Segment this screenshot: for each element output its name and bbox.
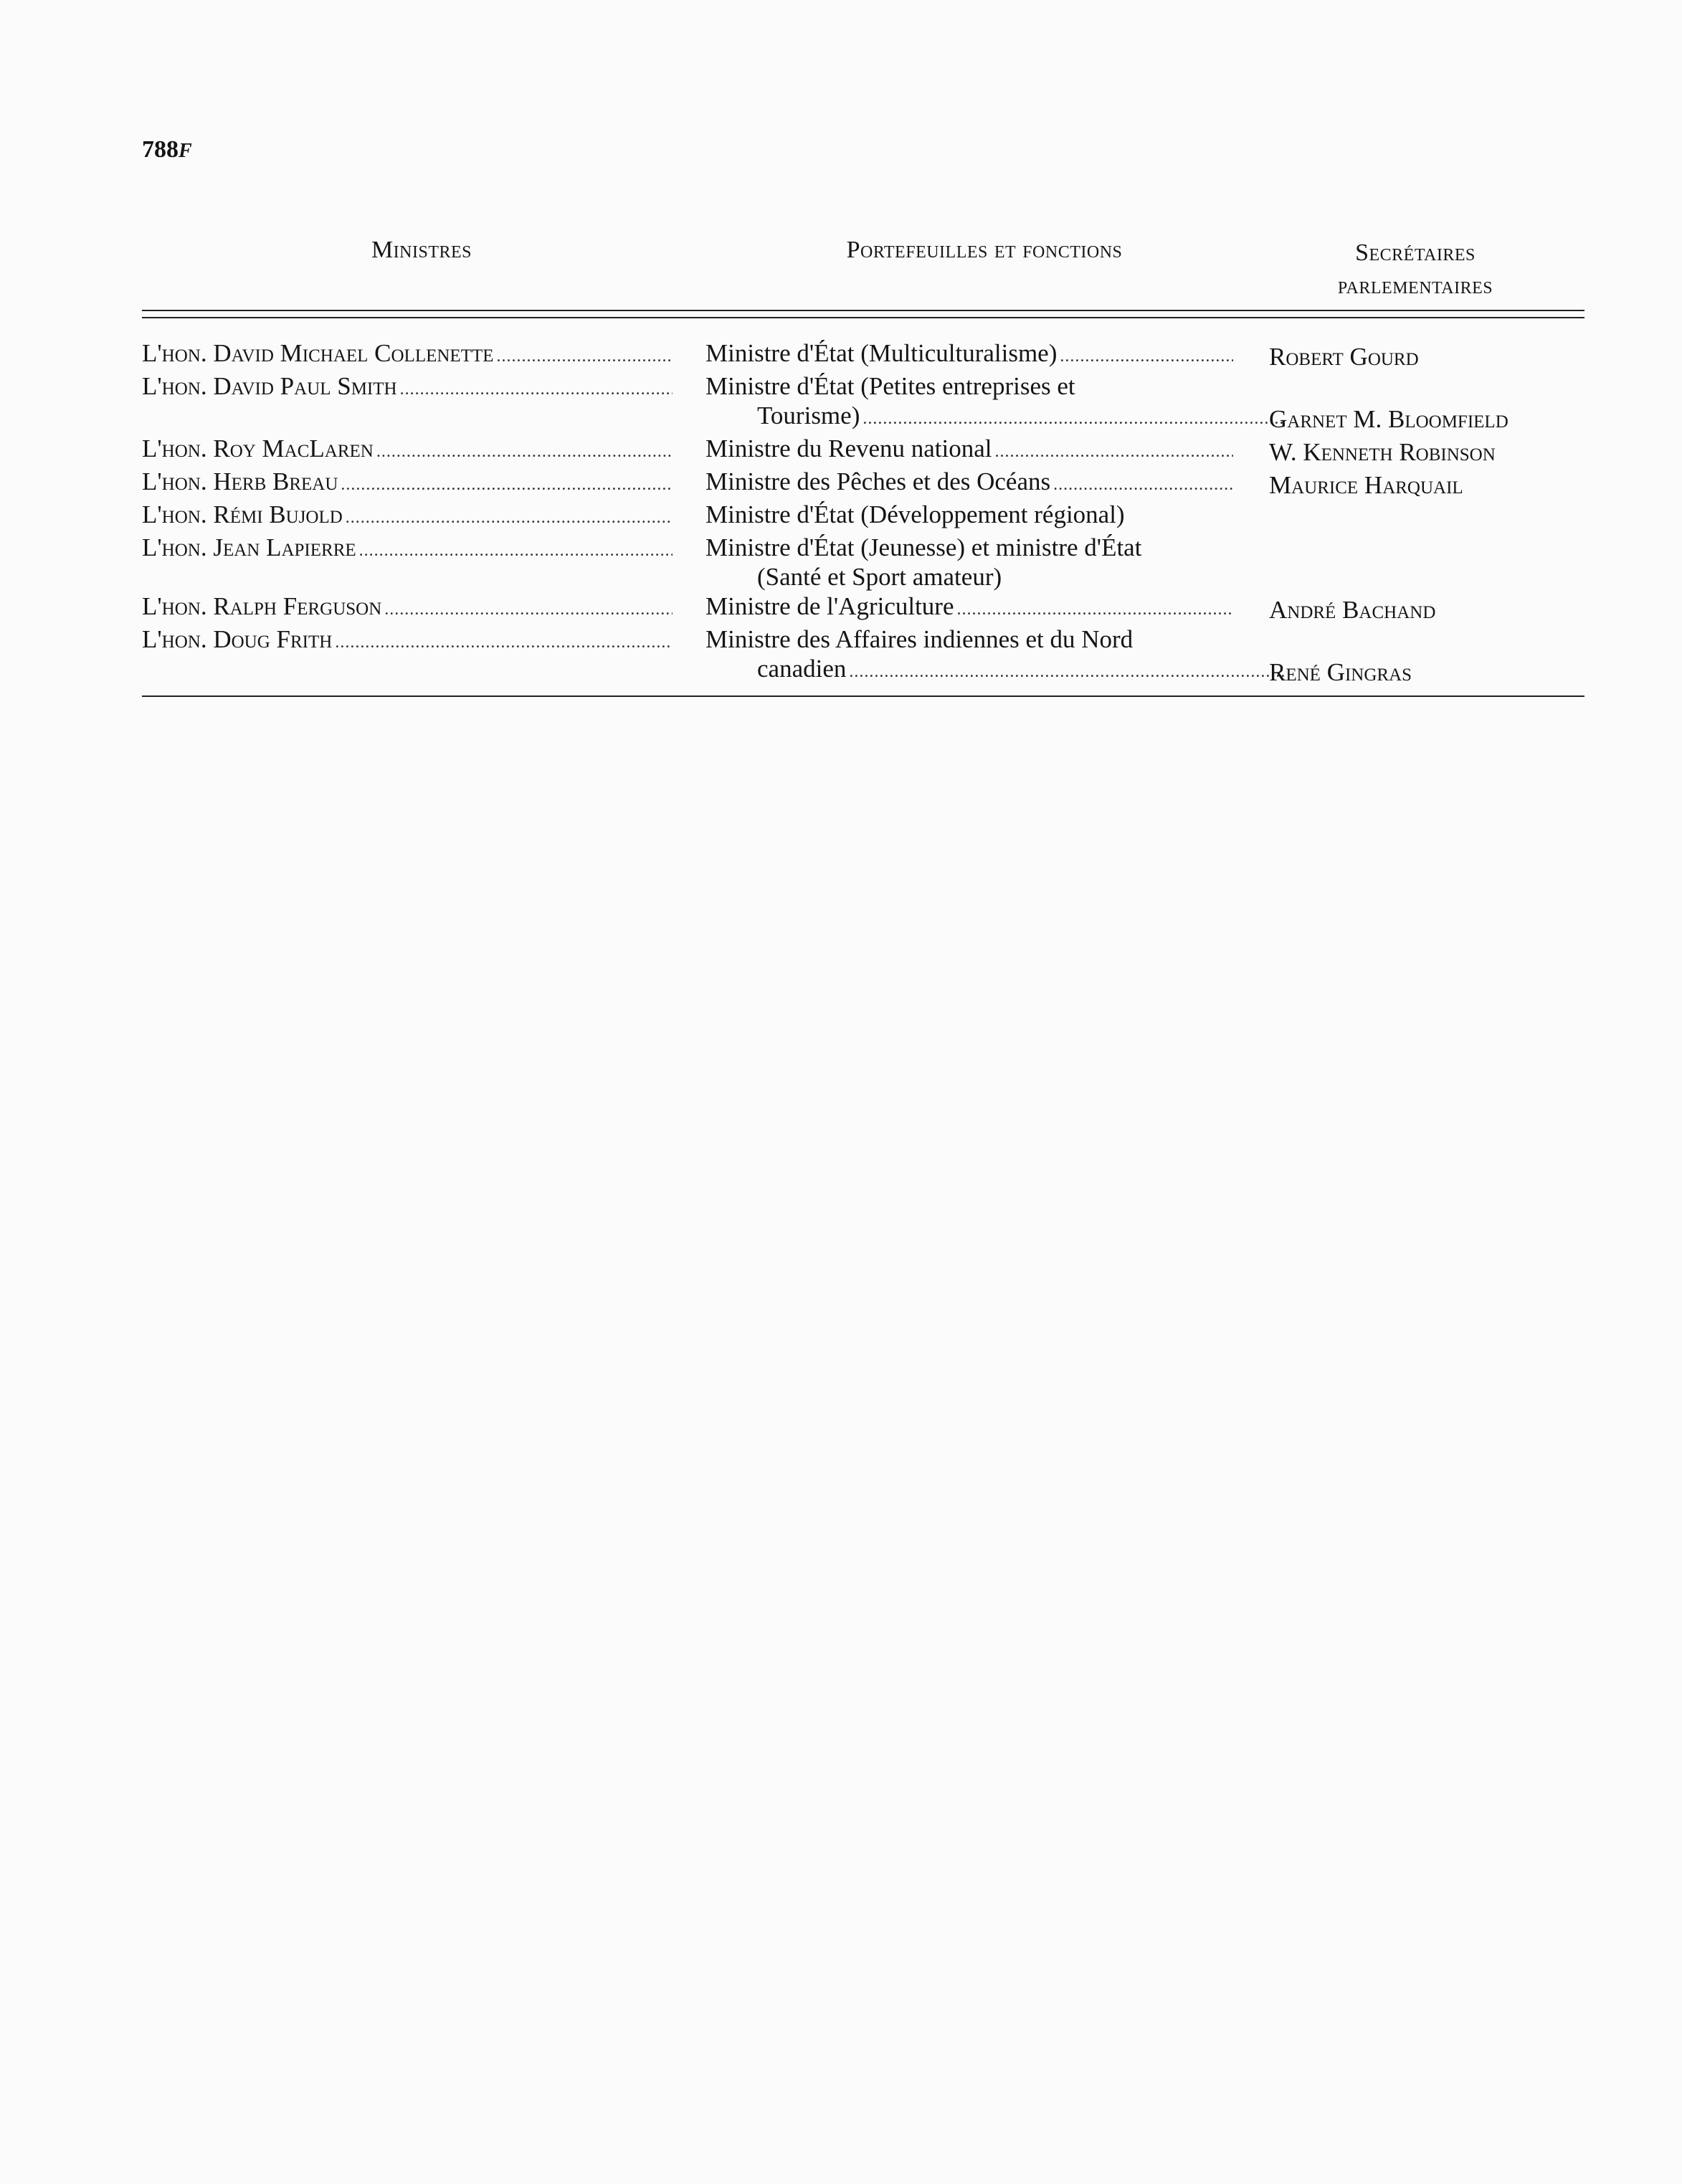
portfolio-text: Ministre d'État (Jeunesse) et ministre d'État [705, 533, 1142, 561]
minister-cell [142, 592, 673, 625]
portfolio-text: Ministre des Pêches et des Océans [705, 467, 1051, 495]
minister-line [142, 625, 673, 657]
table-row [142, 533, 1584, 592]
secretary-cell [1269, 592, 1584, 625]
leader-dots [1053, 470, 1233, 500]
minister-name: L'hon. Rémi Bujold [142, 500, 343, 528]
leader-dots [995, 437, 1233, 467]
portfolio-line [705, 434, 1233, 467]
minister-name: L'hon. Herb Breau [142, 467, 338, 495]
minister-cell [142, 500, 673, 533]
minister-cell [142, 625, 673, 687]
portfolio-cell [705, 625, 1233, 687]
secretary-cell [1269, 467, 1584, 500]
leader-dots [341, 470, 673, 500]
minister-cell [142, 434, 673, 467]
minister-line [142, 371, 673, 404]
secretary-name: Garnet M. Bloomfield [1269, 405, 1508, 433]
header-secretaries-line2: parlementaires [1337, 272, 1493, 299]
secretary-name: W. Kenneth Robinson [1269, 438, 1496, 466]
leader-dots [1060, 342, 1233, 371]
portfolio-cell [705, 500, 1233, 533]
header-secretaries-line1: Secrétaires [1355, 239, 1476, 266]
minister-cell [142, 467, 673, 500]
portfolio-cell [705, 533, 1233, 592]
portfolio-cell [705, 338, 1233, 371]
leader-dots [849, 657, 1285, 687]
portfolio-cell [705, 467, 1233, 500]
portfolio-text: (Santé et Sport amateur) [757, 563, 1002, 591]
minister-line [142, 500, 673, 533]
ministers-table [142, 338, 1584, 687]
secretary-cell [1269, 533, 1584, 592]
minister-cell [142, 338, 673, 371]
portfolio-line [705, 654, 1285, 687]
table-header [142, 237, 1584, 305]
portfolio-line [705, 467, 1233, 500]
secretary-cell [1269, 500, 1584, 533]
table-row [142, 434, 1584, 467]
portfolio-line [705, 401, 1285, 434]
table-row [142, 625, 1584, 687]
leader-dots [384, 595, 673, 625]
portfolio-text: canadien [757, 655, 847, 683]
minister-name: L'hon. Doug Frith [142, 625, 333, 653]
table-row [142, 592, 1584, 625]
minister-line [142, 533, 673, 566]
minister-cell [142, 371, 673, 434]
portfolio-text: Ministre des Affaires indiennes et du Nord [705, 625, 1134, 653]
header-portfolios: Portefeuilles et fonctions [846, 237, 1123, 263]
portfolio-cell [705, 371, 1233, 434]
table-row [142, 467, 1584, 500]
minister-line [142, 434, 673, 467]
minister-name: L'hon. Jean Lapierre [142, 533, 356, 561]
portfolio-line [705, 338, 1233, 371]
minister-line [142, 338, 673, 371]
secretary-cell [1269, 338, 1584, 371]
minister-name: L'hon. David Paul Smith [142, 372, 397, 400]
portfolio-text: Tourisme) [757, 402, 860, 429]
leader-dots [957, 595, 1234, 625]
minister-line [142, 467, 673, 500]
secretary-name: René Gingras [1269, 658, 1412, 686]
minister-name: L'hon. Ralph Ferguson [142, 592, 382, 620]
table-row [142, 500, 1584, 533]
leader-dots [497, 342, 673, 371]
leader-dots [863, 404, 1285, 434]
minister-name: L'hon. David Michael Collenette [142, 339, 494, 367]
table-bottom-rule [142, 695, 1584, 697]
portfolio-text: Ministre de l'Agriculture [705, 592, 954, 620]
header-ministers: Ministres [371, 237, 472, 263]
secretary-cell [1269, 371, 1584, 434]
leader-dots [335, 628, 673, 657]
portfolio-cell [705, 592, 1233, 625]
leader-dots [346, 503, 673, 533]
page-number-suffix: F [179, 140, 192, 162]
secretary-name: Robert Gourd [1269, 343, 1419, 371]
portfolio-text: Ministre d'État (Petites entreprises et [705, 372, 1075, 400]
page-number-value: 788 [142, 136, 179, 163]
minister-line [142, 592, 673, 625]
leader-dots [359, 536, 673, 566]
portfolio-text: Ministre d'État (Développement régional) [705, 500, 1125, 528]
portfolio-cell [705, 434, 1233, 467]
table-row [142, 338, 1584, 371]
secretary-cell [1269, 625, 1584, 687]
secretary-cell [1269, 434, 1584, 467]
secretary-name: Maurice Harquail [1269, 471, 1463, 499]
page-number [142, 136, 192, 163]
portfolio-text: Ministre du Revenu national [705, 435, 992, 462]
header-double-rule [142, 310, 1584, 318]
secretary-name: André Bachand [1269, 596, 1436, 624]
header-secretaries [1246, 237, 1584, 303]
minister-name: L'hon. Roy MacLaren [142, 435, 374, 462]
portfolio-line [705, 592, 1233, 625]
portfolio-text: Ministre d'État (Multiculturalisme) [705, 339, 1058, 367]
table-row [142, 371, 1584, 434]
leader-dots [376, 437, 673, 467]
minister-cell [142, 533, 673, 592]
leader-dots [400, 375, 673, 404]
